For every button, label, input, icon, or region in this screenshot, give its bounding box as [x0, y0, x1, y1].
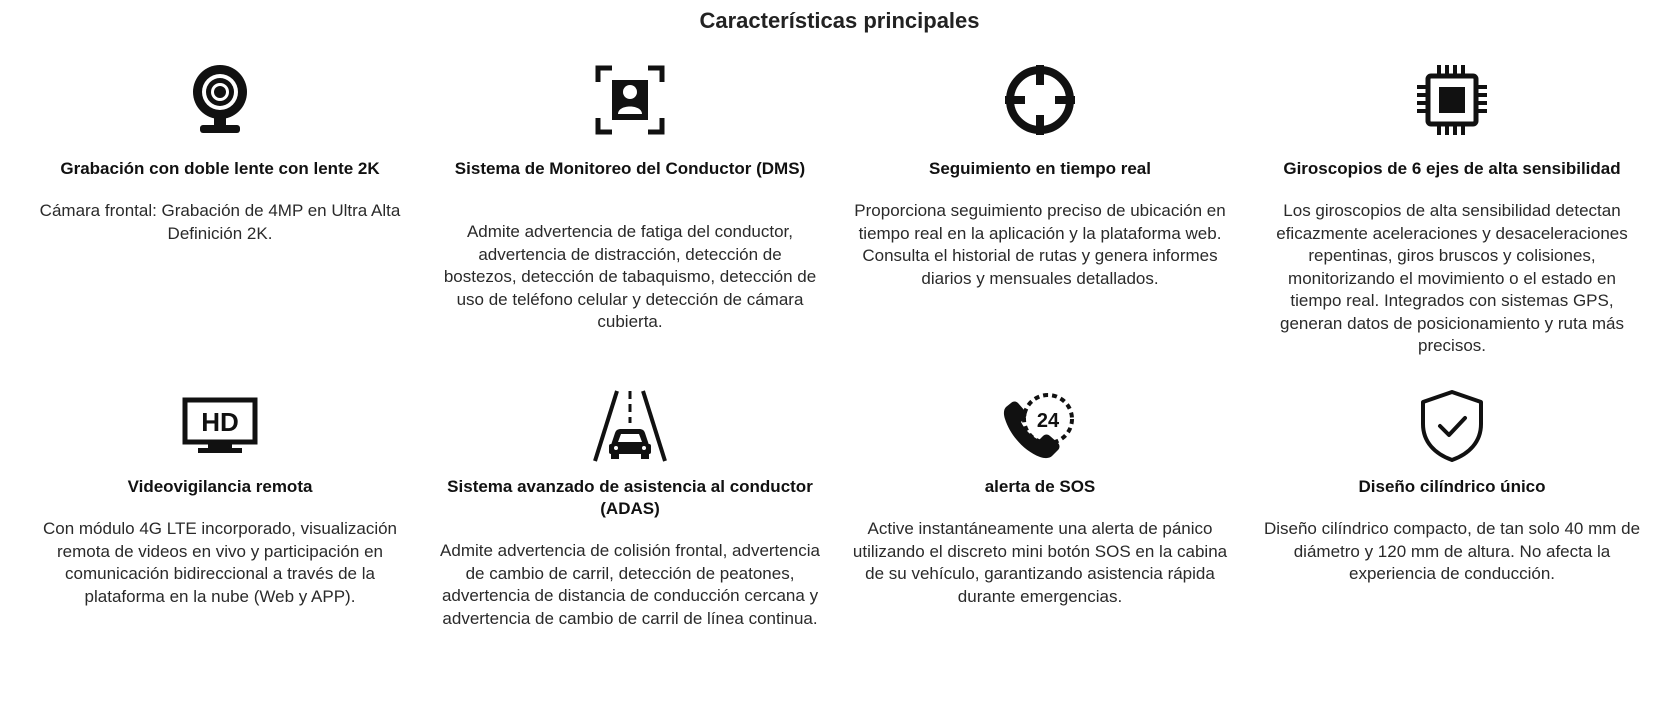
- phone-24h-label: 24: [1036, 410, 1060, 432]
- page-title: Características principales: [699, 8, 980, 33]
- feature-title: Sistema de Monitoreo del Conductor (DMS): [454, 159, 806, 178]
- feature-description: Los giroscopios de alta sensibilidad detectan eficazmente aceleraciones y desaceleraciones repentinas, giros bruscos y colisiones, monitorizando el movimiento o el estado en tiempo real. Integrados con sistemas GPS, generan datos de posicionamiento y ruta más precisos.: [1276, 201, 1628, 355]
- feature-description: Admite advertencia de fatiga del conductor, advertencia de distracción, detección de bostezos, detección de tabaquismo, detección de uso de teléfono celular y detección de cámara cubierta.: [443, 222, 817, 331]
- road-car-icon: [591, 389, 669, 463]
- feature-title: Sistema avanzado de asistencia al conductor (ADAS): [447, 477, 813, 518]
- shield-check-icon: [1417, 388, 1487, 464]
- feature-title: Grabación con doble lente con lente 2K: [60, 159, 380, 178]
- feature-title: Diseño cilíndrico único: [1358, 477, 1546, 496]
- feature-title: Seguimiento en tiempo real: [929, 159, 1151, 178]
- hd-monitor-icon: [182, 397, 258, 455]
- driver-monitor-icon: [594, 64, 666, 136]
- feature-title: alerta de SOS: [984, 477, 1096, 496]
- feature-description: Cámara frontal: Grabación de 4MP en Ultra Alta Definición 2K.: [39, 201, 401, 243]
- feature-title: Videovigilancia remota: [127, 477, 313, 496]
- crosshair-icon: [1003, 63, 1077, 137]
- feature-description: Diseño cilíndrico compacto, de tan solo 40 mm de diámetro y 120 mm de altura. No afecta la experiencia de conducción.: [1263, 519, 1641, 583]
- webcam-icon: [185, 62, 255, 138]
- feature-description: Proporciona seguimiento preciso de ubicación en tiempo real en la aplicación y la plataforma web. Consulta el historial de rutas y genera informes diarios y mensuales detallados.: [854, 201, 1226, 288]
- feature-title: Giroscopios de 6 ejes de alta sensibilidad: [1283, 159, 1621, 178]
- feature-description: Con módulo 4G LTE incorporado, visualización remota de videos en vivo y participación en comunicación bidireccional a través de la plataforma en la nube (Web y APP).: [42, 519, 398, 606]
- svg-text:HD: HD: [201, 407, 239, 437]
- feature-description: Active instantáneamente una alerta de pánico utilizando el discreto mini botón SOS en la cabina de su vehículo, garantizando asistencia rápida durante emergencias.: [852, 519, 1228, 606]
- feature-description: Admite advertencia de colisión frontal, advertencia de cambio de carril, detección de peatones, advertencia de distancia de conducción cercana y advertencia de cambio de carril de línea continua.: [440, 541, 820, 628]
- chip-icon: [1415, 63, 1489, 137]
- phone-24h-icon: [1000, 389, 1080, 463]
